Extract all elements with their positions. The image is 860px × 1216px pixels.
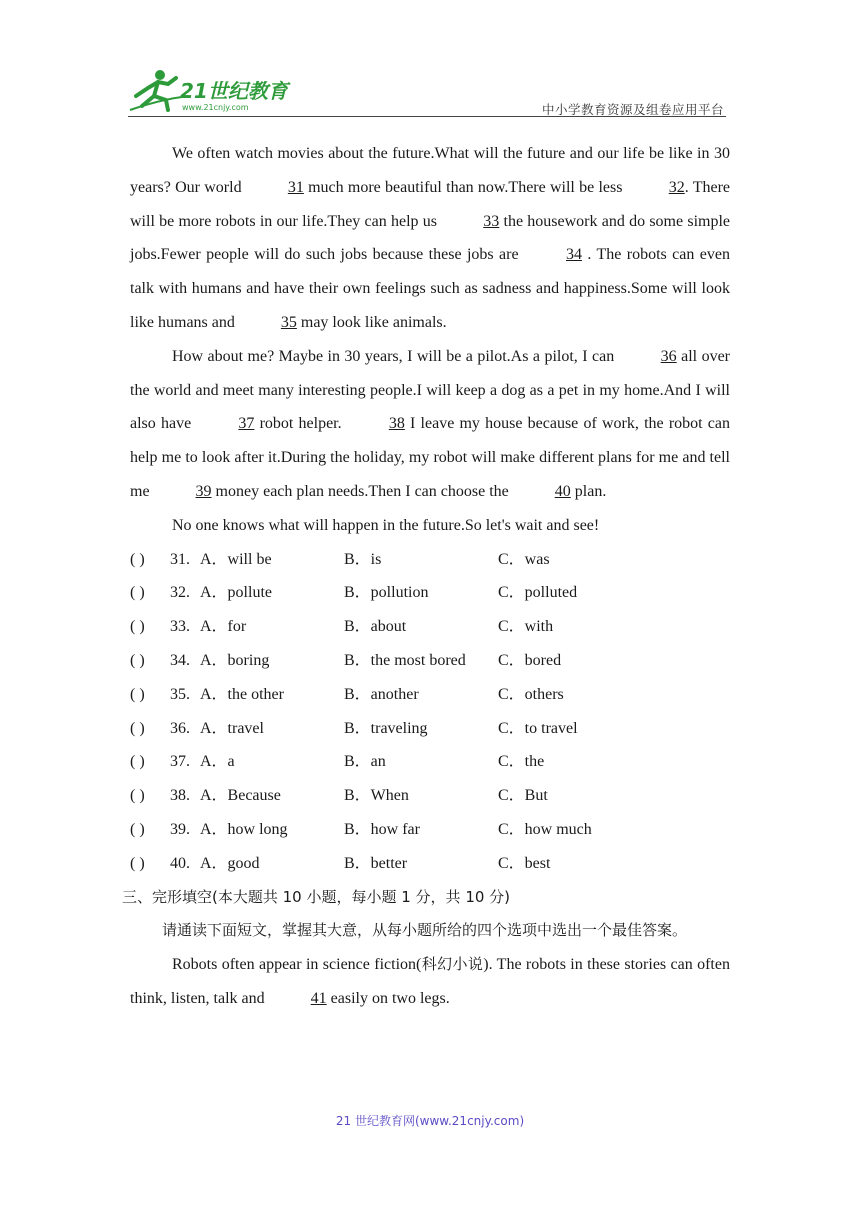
question-row-32 xyxy=(130,576,730,610)
passage-paragraph-1: We often watch movies about the future.What will the future and our life be like in 30 years? Our world 31 much more beautiful than now.There will be less 32. There will be more robots in our life.They can help us 33 the housework and do some simple jobs.Fewer people will do such jobs because these jobs are 34 . The robots can even talk with humans and have their own feelings such as sadness and happiness.Some will look like humans and 35 may look like animals. xyxy=(130,137,730,340)
option-c: C．was xyxy=(498,550,550,568)
answer-paren[interactable]: ( ) xyxy=(130,820,145,838)
question-row-38 xyxy=(130,779,730,813)
option-c: C．best xyxy=(498,854,551,872)
option-c: C．to travel xyxy=(498,719,578,737)
question-number: 34. xyxy=(170,651,190,669)
option-a: A．pollute xyxy=(200,584,272,602)
question-number: 32. xyxy=(170,584,190,602)
option-c: C．bored xyxy=(498,651,562,669)
option-c: C．the xyxy=(498,753,545,771)
passage-paragraph-2: How about me? Maybe in 30 years, I will be a pilot.As a pilot, I can 36 all over the world and meet many interesting people.I will keep a dog as a pet in my home.And I will also have 37 robot helper. 38 I leave my house because of work, the robot can help me to look after it.During the holiday, my robot will make different plans for me and tell me 39 money each plan needs.Then I can choose the 40 plan. xyxy=(130,340,730,509)
option-c: C．polluted xyxy=(498,584,578,602)
question-number: 35. xyxy=(170,685,190,703)
question-row-34 xyxy=(130,644,730,678)
option-b: B．the most bored xyxy=(344,651,466,669)
option-a: A．a xyxy=(200,753,235,771)
answer-paren[interactable]: ( ) xyxy=(130,854,145,872)
option-c: C．how much xyxy=(498,820,592,838)
answer-paren[interactable]: ( ) xyxy=(130,550,145,568)
option-b: B．When xyxy=(344,787,409,805)
option-a: A．how long xyxy=(200,820,288,838)
question-row-39 xyxy=(130,813,730,847)
option-b: B．an xyxy=(344,753,386,771)
answer-paren[interactable]: ( ) xyxy=(130,685,145,703)
question-number: 37. xyxy=(170,753,190,771)
question-number: 36. xyxy=(170,719,190,737)
answer-paren[interactable]: ( ) xyxy=(130,719,145,737)
question-number: 38. xyxy=(170,787,190,805)
option-b: B．about xyxy=(344,618,407,636)
option-a: A．boring xyxy=(200,651,270,669)
page-footer: 21 世纪教育网(www.21cnjy.com) xyxy=(335,1114,525,1128)
blank-40: 40 xyxy=(554,482,571,500)
option-a: A．travel xyxy=(200,719,264,737)
passage-paragraph-3: No one knows what will happen in the future.So let's wait and see! xyxy=(172,516,600,534)
section-3-instruction: 请通读下面短文，掌握其大意，从每小题所给的四个选项中选出一个最佳答案。 xyxy=(162,921,688,940)
logo-21cnjy xyxy=(128,66,298,116)
blank-37: 37 xyxy=(238,415,255,433)
question-row-36 xyxy=(130,712,730,746)
blank-35: 35 xyxy=(280,313,297,331)
header-platform-text: 中小学教育资源及组卷应用平台 xyxy=(541,102,724,117)
option-b: B．pollution xyxy=(344,584,429,602)
question-number: 39. xyxy=(170,820,190,838)
option-a: A．Because xyxy=(200,787,281,805)
option-b: B．better xyxy=(344,854,408,872)
question-list xyxy=(130,543,730,881)
blank-38: 38 xyxy=(388,415,405,433)
option-c: C．others xyxy=(498,685,564,703)
question-number: 31. xyxy=(170,550,190,568)
option-b: B．traveling xyxy=(344,719,428,737)
question-row-33 xyxy=(130,610,730,644)
question-row-31 xyxy=(130,543,730,577)
option-a: A．will be xyxy=(200,550,272,568)
blank-41: 41 xyxy=(310,989,327,1007)
blank-32: 32 xyxy=(668,178,685,196)
answer-paren[interactable]: ( ) xyxy=(130,618,145,636)
question-number: 40. xyxy=(170,854,190,872)
answer-paren[interactable]: ( ) xyxy=(130,753,145,771)
blank-34: 34 xyxy=(565,246,582,264)
option-c: C．with xyxy=(498,618,554,636)
question-row-37 xyxy=(130,745,730,779)
blank-31: 31 xyxy=(287,178,304,196)
option-a: A．for xyxy=(200,618,247,636)
answer-paren[interactable]: ( ) xyxy=(130,584,145,602)
answer-paren[interactable]: ( ) xyxy=(130,787,145,805)
page-header xyxy=(128,66,726,118)
option-a: A．good xyxy=(200,854,260,872)
blank-33: 33 xyxy=(483,212,500,230)
page-content xyxy=(122,137,731,1016)
svg-text:www.21cnjy.com: www.21cnjy.com xyxy=(182,103,249,112)
blank-36: 36 xyxy=(660,347,677,365)
option-a: A．the other xyxy=(200,685,284,703)
header-divider xyxy=(128,116,726,117)
question-number: 33. xyxy=(170,618,190,636)
answer-paren[interactable]: ( ) xyxy=(130,651,145,669)
question-row-35 xyxy=(130,678,730,712)
option-b: B．another xyxy=(344,685,419,703)
option-c: C．But xyxy=(498,787,548,805)
svg-text:21世纪教育: 21世纪教育 xyxy=(180,79,288,103)
option-b: B．how far xyxy=(344,820,420,838)
question-row-40 xyxy=(130,847,730,881)
section-3-title: 三、完形填空(本大题共 10 小题，每小题 1 分，共 10 分) xyxy=(122,887,511,906)
blank-39: 39 xyxy=(195,482,212,500)
section-3-paragraph-1: Robots often appear in science fiction(科幻小说). The robots in these stories can often think, listen, talk and 41 easily on two legs. xyxy=(130,948,730,1016)
option-b: B．is xyxy=(344,550,382,568)
